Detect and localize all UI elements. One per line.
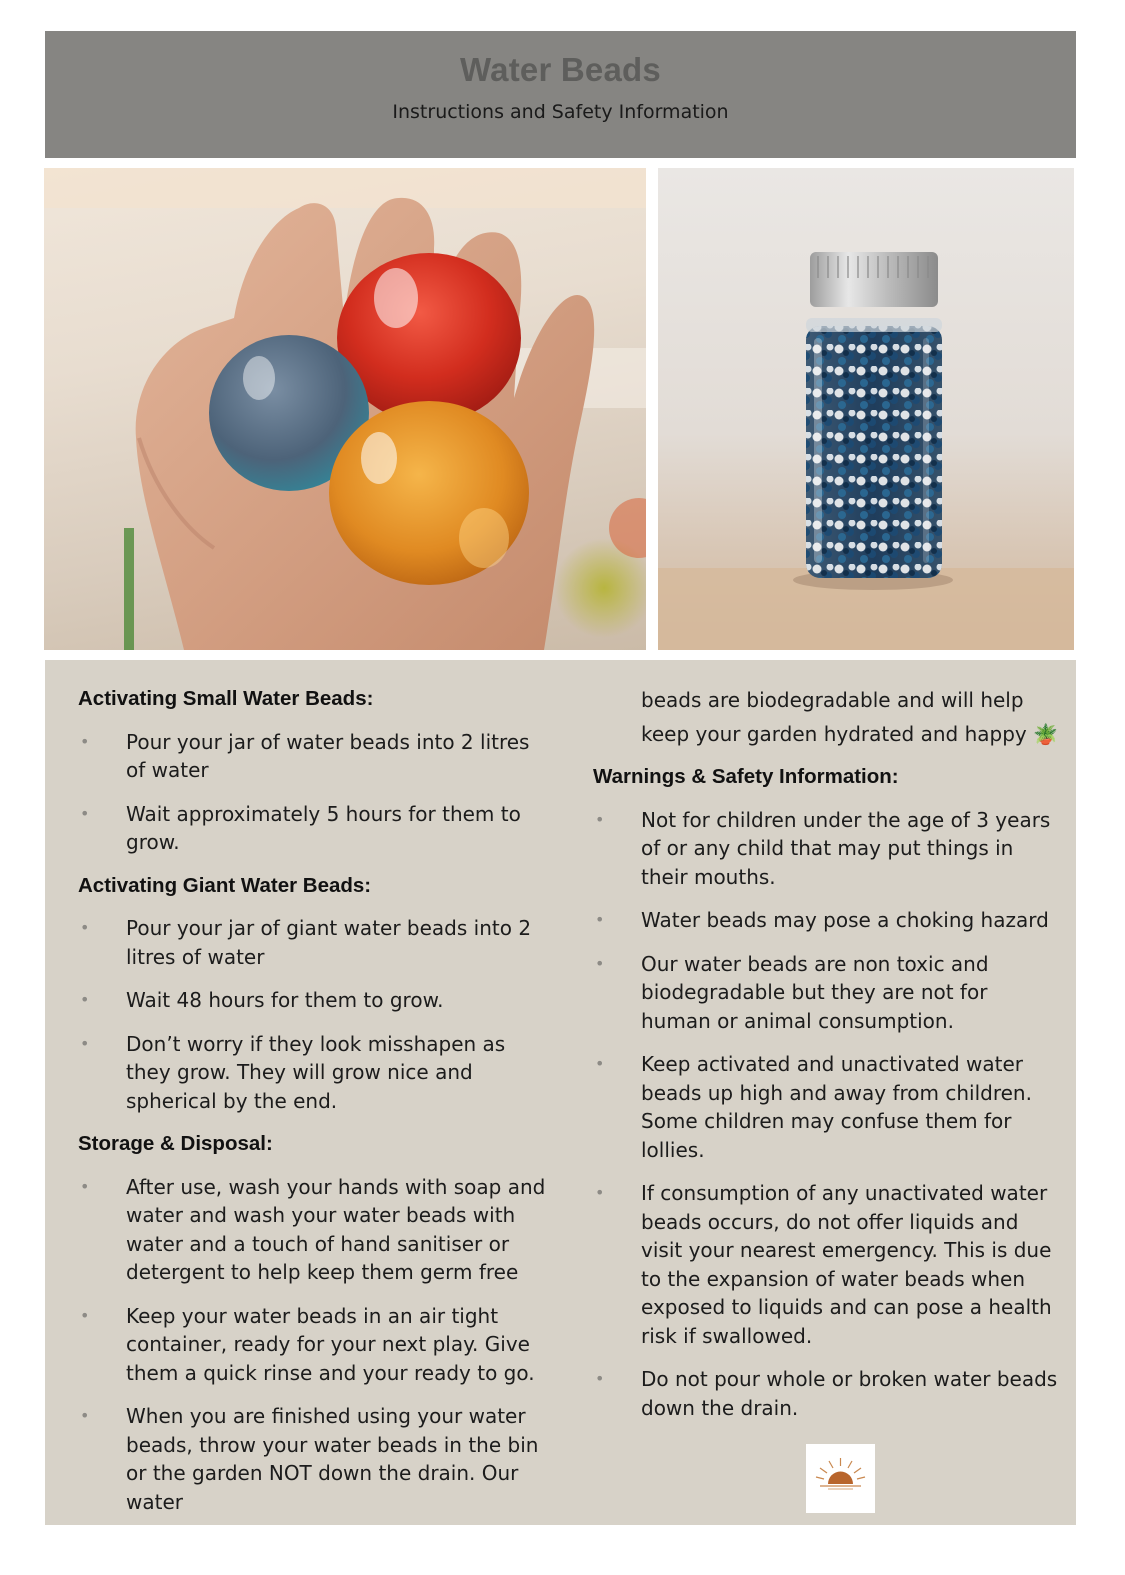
list-item: • If consumption of any unactivated water beads occurs, do not offer liquids and visit your nearest emergency. This is due to the expansion of water beads when exposed to liquids and can pose a health risk if swallowed. [593,1179,1063,1350]
list-item: • After use, wash your hands with soap and water and wash your water beads with water and a touch of hand sanitiser or detergent to help keep them germ free [78,1173,553,1287]
storage-continuation-text: beads are biodegradable and will help keep your garden hydrated and happy 🪴 [641,688,1059,746]
warnings-list [593,806,1063,1423]
list-item: • Wait 48 hours for them to grow. [78,986,553,1015]
storage-list [78,1173,553,1517]
right-column [593,660,1063,1422]
giant-beads-list [78,914,553,1115]
header-banner [45,31,1076,158]
small-beads-list [78,728,553,857]
photo-hand-holding-beads [44,168,646,650]
list-item: • Keep activated and unactivated water beads up high and away from children. Some children may confuse them for lollies. [593,1050,1063,1164]
section-heading-storage: Storage & Disposal: [78,1132,273,1155]
list-item: • Wait approximately 5 hours for them to grow. [78,800,553,857]
section-heading-warnings: Warnings & Safety Information: [593,765,899,788]
page-title: Water Beads [460,51,661,88]
section-heading-giant-beads: Activating Giant Water Beads: [78,873,372,897]
section-heading-small-beads: Activating Small Water Beads: [78,687,374,710]
photo-jar-of-beads [658,168,1074,650]
list-item: • When you are finished using your water beads, throw your water beads in the bin or the garden NOT down the drain. Our water [78,1402,553,1516]
page-subtitle: Instructions and Safety Information [392,101,729,123]
list-item: • Our water beads are non toxic and biodegradable but they are not for human or animal consumption. [593,950,1063,1036]
list-item: • Not for children under the age of 3 years of or any child that may put things in their mouths. [593,806,1063,892]
list-item: • Don’t worry if they look misshapen as they grow. They will grow nice and spherical by the end. [78,1030,553,1116]
list-item: • Do not pour whole or broken water beads down the drain. [593,1365,1063,1422]
list-item: • Keep your water beads in an air tight container, ready for your next play. Give them a quick rinse and your ready to go. [78,1302,553,1388]
instructions-panel [45,660,1076,1525]
list-item: • Pour your jar of water beads into 2 litres of water [78,728,553,785]
list-item: • Water beads may pose a choking hazard [593,906,1063,935]
left-column [78,660,553,1516]
sunrise-logo-icon [806,1444,875,1513]
list-item: • Pour your jar of giant water beads into 2 litres of water [78,914,553,971]
